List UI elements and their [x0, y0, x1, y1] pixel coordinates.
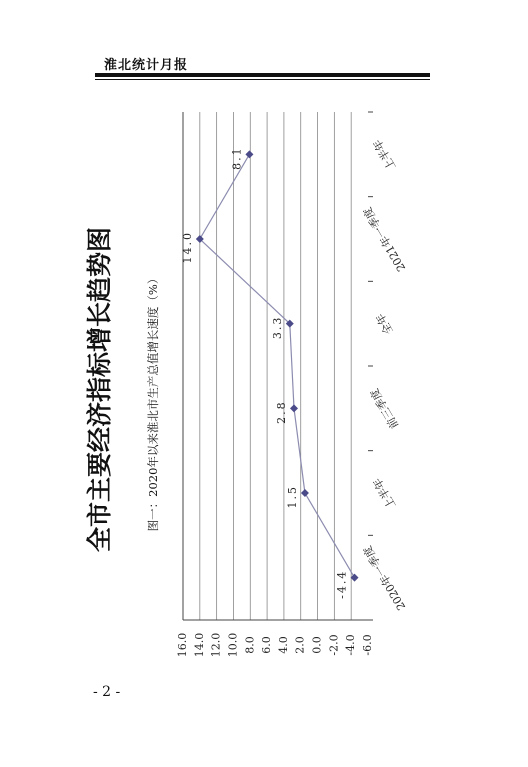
- data-label: -4.4: [335, 569, 349, 599]
- report-header-title: 淮北统计月报: [104, 58, 189, 73]
- category-label: 全年: [373, 311, 396, 337]
- data-point-marker: [351, 574, 359, 582]
- chart-title: 图一：2020年以来淮北市生产总值增长速度（%）: [146, 272, 160, 532]
- y-tick-label: 6.0: [260, 636, 274, 654]
- y-tick-label: 4.0: [276, 636, 290, 654]
- data-label: 3.3: [270, 315, 284, 340]
- page-title: 全市主要经济指标增长趋势图: [85, 226, 114, 552]
- y-tick-label: 14.0: [192, 632, 206, 658]
- data-point-marker: [301, 489, 309, 497]
- data-label: 1.5: [285, 485, 299, 509]
- page-number: - 2 -: [93, 684, 121, 700]
- y-tick-label: 2.0: [293, 636, 307, 654]
- data-point-marker: [290, 404, 298, 412]
- category-label: 前三季度: [367, 386, 402, 431]
- y-tick-label: -2.0: [327, 634, 341, 656]
- y-tick-label: 10.0: [226, 632, 240, 658]
- category-label: 上半年: [370, 475, 399, 511]
- data-label: 8.1: [230, 146, 244, 170]
- y-tick-label: -4.0: [344, 634, 358, 656]
- series-line: [200, 154, 355, 577]
- y-tick-label: 16.0: [176, 632, 189, 658]
- category-label: 2021年一季度: [360, 204, 409, 274]
- y-tick-label: 8.0: [243, 636, 257, 654]
- category-label: 上半年: [370, 137, 399, 173]
- y-tick-label: 12.0: [209, 632, 223, 658]
- category-label: 2020年一季度: [360, 543, 409, 613]
- y-tick-label: 0.0: [310, 636, 324, 654]
- data-point-marker: [245, 150, 253, 158]
- data-label: 14.0: [180, 231, 194, 264]
- y-tick-label: -6.0: [361, 634, 374, 656]
- data-label: 2.8: [275, 400, 288, 424]
